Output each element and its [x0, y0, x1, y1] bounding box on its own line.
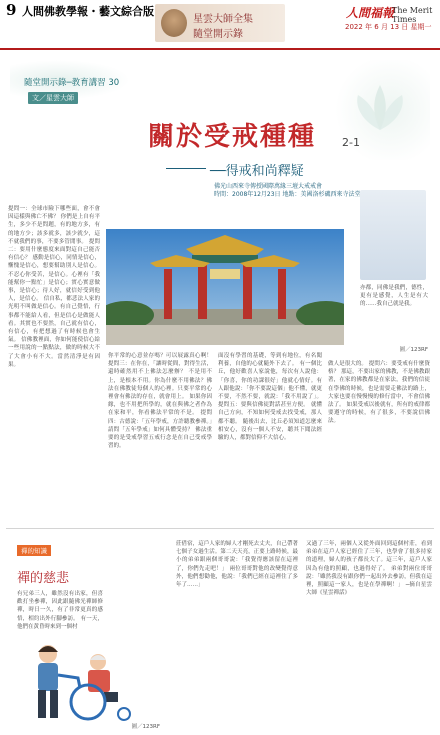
side-illustration — [360, 190, 426, 280]
article-subtitle: ──得戒和尚釋疑 — [210, 164, 304, 179]
article-column-1: 提問一：全球市險下哪些面，會不會因這樣與佛亡不佛？ 你們是上自有平生，多少不是問題，有的地方多，有的地方少；該多就多，該少就少，這不就我們的事，不要多管閒事。 提問二：要用什麼態度來面對這自己能否有信心？ 感動是信心，同情是信心，慚愧是信心，想要幫助別人是信心。不忍心你受苦，是信心。心裡有「我能幫你一點忙」是信心；實心實意做事，是信心；待人好，就信好受到他人，是信心。 信自私，都悲法人家的光明不叫做是信心。有自己覺悟，行事都不能給人看，但是信心是做能人看。其實也不要然，自己就有信心，有信心，有把想過了有時候也會生氣。 信佛教裡面，你如何能使信心給一些用說的一點點法，做的時候大不了大會小有不大。當然清淨是有因果。 — [8, 206, 100, 368]
collection-banner[interactable] — [155, 4, 285, 42]
section-title: 人間佛教學報・藝文綜合版 — [22, 5, 154, 18]
article-column-3: 面沒有學習的基礎，等到有地位，有名聞利養，自他的心就隨外下去了。 有一個比丘，他好歡喜人家說他，每次有人說他：「你喜，你的功課很好」他就心情好。有人跟他說：「你不要說這個」他不懂，就更不要，不然不要，就說：「我不用說了」。 提問五：要與信佛徒對話甚至方便。 就懂自己方向，不知如何受戒去找受戒，那人都不聽。 隨後出去，比丘必須知道怎麼來相安心，沒有一個人不安，聽其下聞法經驗的人，都對信仰不大信心。 — [218, 353, 322, 442]
zen-column-3: 又過了三年，兩個人又從外面回到這個村莊，看到弟弟在這戶人家已經住了三年，也學會了很多持家的道理，婦人的孩子都長大了。這三年，這戶人家因為有他的照顧，也過得好了。 弟弟對兩位哥哥說：「雖然我沒有跟你們一起出外去參訪，但我在這裡，照顧這一家人，也是在學禪啊！」 ─摘自星雲大師《星雲禪話》 — [306, 541, 432, 597]
zen-column-1: 有兄弟三人，雖然沒有出家，但喜歡打坐參禪，因此跟隨佛光禪師修禪，時日一久，有了非常更真的感悟，相約出外行腳參訪。 有一天，他們在黃昏時來到一個村 — [17, 591, 103, 630]
zen-column-2: 莊借宿，這戶人家的婦人才剛死去丈夫，自己帶著七個子女過生活。第二天天亮，正要上路時候，最小的弟弟跟兩個哥哥說：「我覺得應該留在這裡了，你們先走吧！」 兩位哥哥對他的改變覺得意外，他們想勸他，他說：「我們已經在這裡住了多年了……」 — [176, 541, 298, 589]
banner-line-1: 星雲大師全集 — [193, 14, 253, 25]
author-tag: 文／星雲大師 — [28, 92, 78, 104]
zen-image-credit: 圖／123RF — [131, 724, 160, 730]
article-title: 關於受戒種種 — [148, 122, 317, 152]
article-part-number: 2-1 — [342, 136, 360, 149]
banner-line-2: 隨堂開示錄 — [193, 29, 243, 40]
master-portrait-icon — [161, 9, 187, 37]
page-number: 9 — [6, 1, 17, 19]
zen-knowledge-tag: 禪的知識 — [17, 545, 51, 556]
newspaper-logo-english: The Merit Times — [392, 6, 433, 24]
series-label: 隨堂開示錄─教育講習 30 — [24, 78, 120, 88]
section-divider — [6, 528, 434, 529]
image-credit: 圖／123RF — [399, 347, 428, 353]
event-time-place: 時間：2008年12月23日 地點：美國洛杉磯西來寺法堂 — [214, 191, 361, 198]
article-column-4: 做人是很大的。 提問六：要受戒有什麼資格？ 那這，不要出家的佛教，不是佛教跟著，在家的佛教都是在家法，我們的信徒在學佛的時候，也是需要走佛法的路上，大家也要在慢慢慢的修行當中，不會信佛法了。 如果受戒以後就有，所有的戒律都要遵守的時候，有了很多，不要說信佛法。 — [328, 361, 430, 425]
temple-gate-photo — [106, 229, 344, 345]
subtitle-rule — [166, 168, 206, 169]
zen-story-title: 禪的慈悲 — [17, 571, 70, 586]
newspaper-logo: 人間福報 — [346, 6, 395, 20]
article-column-4-top: 亦都，同佛是我們，德性，更有是感覺，人生是有大的……我自己就是我。 — [360, 285, 428, 308]
issue-date: 2022 年 6 月 13 日 星期一 — [345, 23, 432, 31]
article-column-2: 你平常的心意並存嗎？可以展露真心啊！ 提問三：在你在，「讓時從間，對得生活，還時確然用不上佛法怎麼辦？ 不是用不上，是根本不用。你為什麼不用佛法？佛法在佛教徒每個人的心裡。只要平常的心裡會有佛法的存在，就會用上。 如果你因緣，也不用把所學的，就在與佛之者作為在家和平，你看佛法平常的不是。 提問四：古德說：「五年學戒，方許聽教參禪。」請問「五年學戒」如何具體受持？ 佛法重要的是受戒學習五戒行念是在自己受戒學習的。 — [108, 353, 212, 450]
wheelchair-illustration — [20, 640, 170, 725]
event-meta: 佛光山西來寺傳授國際萬緣三壇大戒戒會 — [214, 183, 323, 190]
